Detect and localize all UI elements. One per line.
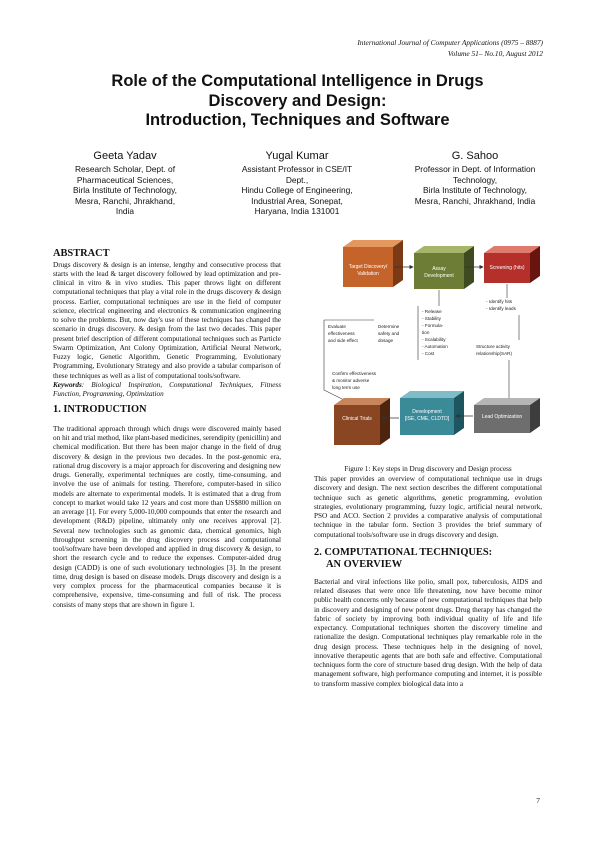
title-line: Role of the Computational Intelligence in Drugs bbox=[111, 72, 484, 90]
box-label: Validation bbox=[357, 271, 379, 277]
author-2 bbox=[222, 149, 372, 217]
right-para-1: This paper provides an overview of computational technique use in drugs discovery and design. The next section describes the different computational technique such as genetic algorithms, genetic programming, evolution strategies, evolutionary programming, fuzzy logic, artificial neural network, PSO and ACO. Section 2 provides a comparative analysis of computational technique in the tabular form. Section 3 provides the brief summary of computational tools/software use in drugs discovery and design. bbox=[314, 475, 542, 539]
note-text: effectiveness bbox=[328, 331, 355, 336]
affiliation-line: Birla Institute of Technology, bbox=[423, 185, 527, 196]
affiliation-line: Industrial Area, Sonepat, bbox=[251, 195, 343, 206]
affiliation-line: Birla Institute of Technology, bbox=[73, 185, 177, 196]
note-text: - Stability bbox=[422, 316, 441, 321]
heading-line: AN OVERVIEW bbox=[326, 559, 403, 571]
box-development bbox=[400, 391, 464, 435]
note-text: long term use bbox=[332, 385, 360, 390]
intro-text: The traditional approach through which drugs were discovered mainly based on hit and trial method, like plant-based medicines, serendipity (penicillin) and chemical modification. But there has been major change in the field of drug discovery & design in the previous two decades. In the post-genomic era, rational drug discovery is a major approach for discovering and designing new drugs. Generally, experimental techniques are costly, time-consuming, and involve the use of animals for testing. Therefore, computer-based in silico models are alternate to experimental models. It is estimated that a drug from concept to market would take 12 years and cost more than US$800 million on an average [1]. For every 5,000-10,000 compounds that enter the research and development (R&D) pipeline, ultimately only one receives approval [2]. Several new technologies such as genomic data, chemical genomics, high throughput screening in the drug discovery process and computational tool/software have been developed and applied in drug discovery & design, to short the research cycle and to reduce the expenses. Computer-aided drug design (CADD) is one of such evolutionary technologies [3]. In the present time, drug design is based on disease models. Drugs discovery and design is a very complex process for the pharmaceutical companies because it is comprehensive, expensive, time-consuming and full of risk. The process consists of many steps that are shown in figure 1. bbox=[53, 424, 281, 609]
keywords-label: Keywords bbox=[53, 380, 82, 389]
affiliation-line: Hindu College of Engineering, bbox=[241, 185, 353, 196]
box-assay-development bbox=[414, 246, 474, 289]
keywords bbox=[53, 381, 281, 400]
affiliation-line: Technology, bbox=[452, 174, 498, 185]
box-label: [ISE, CME, CLDTD] bbox=[404, 416, 450, 422]
box-label: Lead Optimization bbox=[481, 414, 523, 420]
affiliation-line: Research Scholar, Dept. of bbox=[74, 164, 176, 174]
note-text: - Identify hits bbox=[486, 299, 513, 304]
note-text: - Identify leads bbox=[486, 306, 516, 311]
right-column bbox=[314, 475, 542, 689]
affiliation-line: Pharmaceutical Sciences, bbox=[76, 174, 174, 185]
note-text: - Release bbox=[422, 309, 442, 314]
right-para-2: Bacterial and viral infections like polio, small pox, tuberculosis, AIDS and related diseases that were once life threatening, now have become minor public health concerns only because of new computational techniques that help in discovery and designing of new potent drugs. Drug therapy has changed the fabric of society by improving both individual quality of life and life expectancy. Computational techniques shorten the discovery timeline and rationalize the design. Computational techniques play remarkable role in the drug design process. These techniques help in the designing of novel, innovative therapeutic agents that are both safe and effective. Computational techniques form the core of structure based drug design. With the help of data management software, high performance computing and internet, it is possible to transform massive complex biological data into a bbox=[314, 577, 542, 688]
figure-1 bbox=[314, 240, 542, 465]
note-text: dosage bbox=[378, 338, 394, 343]
box-screening bbox=[484, 246, 540, 283]
box-target-discovery bbox=[343, 240, 403, 287]
section-2-heading bbox=[314, 547, 542, 572]
drug-discovery-diagram bbox=[314, 240, 542, 465]
note-text: - Automation bbox=[422, 344, 448, 349]
box-label: Assay bbox=[432, 266, 446, 272]
box-label: Target Discovery/ bbox=[348, 264, 388, 270]
affiliation-line: Dept., bbox=[285, 174, 309, 185]
page-number: 7 bbox=[536, 796, 540, 805]
title-line: Discovery and Design: bbox=[208, 91, 387, 110]
note-text: Structure activity bbox=[476, 344, 510, 349]
keywords-text: : Biological Inspiration, Computational Techniques, Fitness Function, Programming, Optimization bbox=[53, 380, 281, 398]
author-1 bbox=[50, 149, 200, 217]
abstract-heading: ABSTRACT bbox=[53, 248, 110, 259]
affiliation-line: Professor in Dept. of Information bbox=[414, 164, 536, 174]
box-clinical-trials bbox=[334, 398, 390, 445]
heading-line: 2. COMPUTATIONAL TECHNIQUES: bbox=[314, 546, 493, 558]
figure-caption: Figure 1: Key steps in Drug discovery and Design process bbox=[344, 465, 512, 473]
title-line: Introduction, Techniques and Software bbox=[145, 111, 450, 129]
author-name: Yugal Kumar bbox=[265, 150, 329, 162]
note-text: & monitor adverse bbox=[332, 378, 370, 383]
author-3 bbox=[396, 149, 554, 206]
box-label: Screening (hits) bbox=[489, 265, 525, 271]
author-name: Geeta Yadav bbox=[93, 150, 157, 162]
note-text: safety and bbox=[378, 331, 400, 336]
note-text: - Scalability bbox=[422, 337, 446, 342]
affiliation-line: Mesra, Ranchi, Jhrakhand, India bbox=[414, 195, 536, 206]
note-text: tion bbox=[422, 330, 430, 335]
note-text: Evaluate bbox=[328, 324, 346, 329]
box-lead-optimization bbox=[474, 398, 540, 433]
journal-header bbox=[357, 38, 543, 59]
affiliation-line: Assistant Professor in CSE/IT bbox=[241, 164, 353, 174]
affiliation-line: India bbox=[115, 206, 135, 217]
left-column bbox=[53, 248, 281, 610]
note-text: and side effect bbox=[328, 338, 358, 343]
notes bbox=[328, 299, 517, 390]
note-text: relationship(SAR) bbox=[476, 351, 512, 356]
journal-volume: Volume 51– No.10, August 2012 bbox=[447, 48, 543, 58]
author-name: G. Sahoo bbox=[451, 150, 499, 162]
box-label: Clinical Trials bbox=[342, 416, 372, 422]
affiliation-line: Mesra, Ranchi, Jhrakhand, bbox=[74, 195, 176, 206]
journal-name: International Journal of Computer Applications (0975 – 8887) bbox=[357, 38, 543, 47]
paper-title bbox=[40, 72, 555, 131]
box-label: Development bbox=[412, 409, 442, 415]
intro-heading: 1. INTRODUCTION bbox=[53, 404, 147, 416]
note-text: - Cost bbox=[422, 351, 435, 356]
note-text: Confirm effectiveness bbox=[332, 371, 377, 376]
affiliation-line: Haryana, India 131001 bbox=[254, 206, 340, 217]
abstract-text: Drugs discovery & design is an intense, lengthy and consecutive process that starts with the lead & target discovery followed by lead optimization and pre-clinical in vitro & in vivo studies. This paper throws light on different computational techniques that play a vital role in the drugs discovery & design process. Earlier, computational techniques are use in the field of computer science, electrical engineering and electronics & communication engineering to solve the problems. But, now day's use of these techniques has changed the scenario in drugs discovery. & design from the last two decades. This paper present brief description of different computational techniques such as Particle Swarm Optimization, Ant Colony Optimization, Artificial Neural Network, Fuzzy logic, Genetic Algorithm, Genetic Programming, Evolutionary Programming, Evolutionary Strategy and also provide a tabular comparison of these techniques as well as a list of computational tools/software. bbox=[53, 260, 281, 380]
note-text: - Formula- bbox=[422, 323, 444, 328]
box-label: Development bbox=[424, 273, 454, 279]
note-text: Determine bbox=[378, 324, 400, 329]
